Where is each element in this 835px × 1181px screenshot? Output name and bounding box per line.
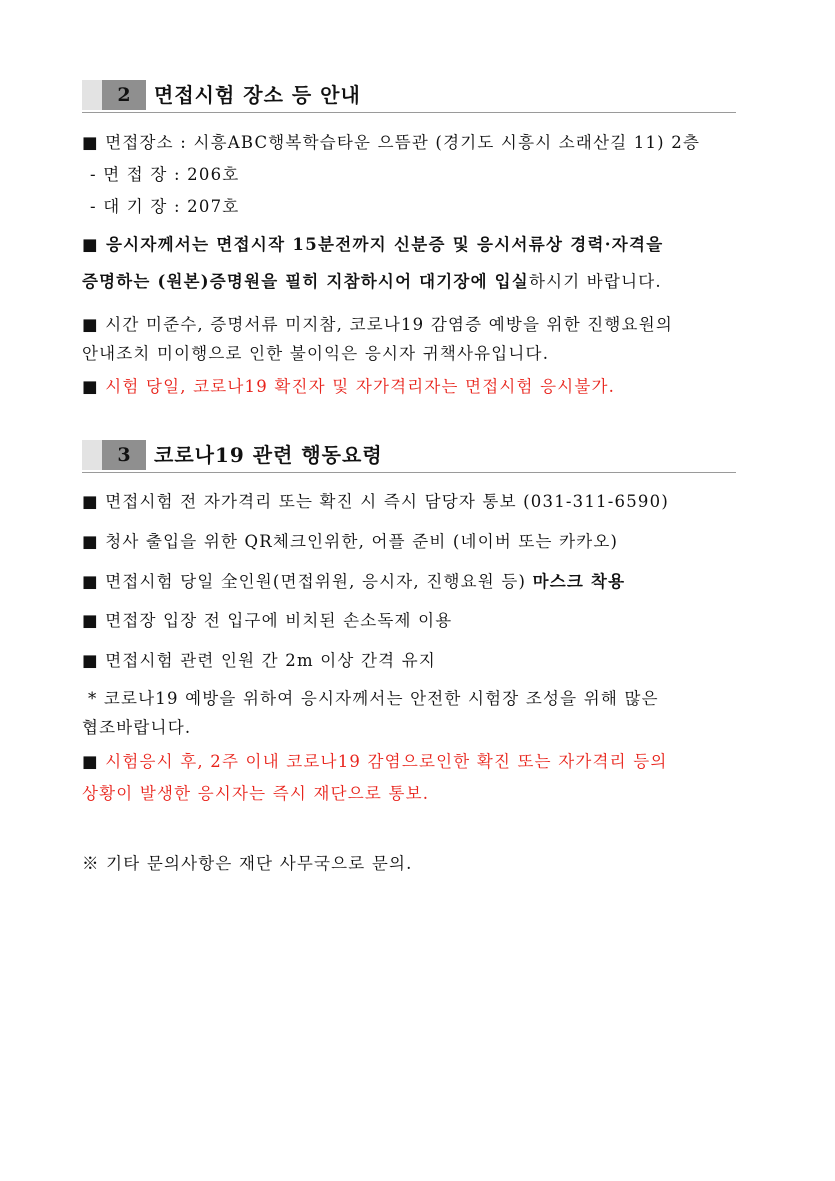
rule-mask-bold: 마스크 착용 [532, 572, 626, 591]
footer-contact-note: ※ 기타 문의사항은 재단 사무국으로 문의. [82, 854, 413, 873]
notice-id-documents-text: 응시자께서는 면접시작 15분전까지 신분증 및 응시서류상 경력·자격을 [105, 235, 664, 254]
section-number: 3 [102, 440, 146, 470]
rule-sanitizer: ■ 면접장 입장 전 입구에 비치된 손소독제 이용 [82, 611, 453, 630]
notice-liability-line2: 안내조치 미이행으로 인한 불이익은 응시자 귀책사유입니다. [82, 344, 550, 363]
section-header-accent [82, 80, 102, 110]
notice-id-documents-line2 [82, 270, 662, 294]
section-3-header [82, 440, 736, 473]
post-exam-warning-line1 [82, 750, 668, 774]
cooperation-note-line2: 협조바랍니다. [82, 718, 192, 737]
post-exam-warning-line2: 상황이 발생한 응시자는 즉시 재단으로 통보. [82, 784, 430, 803]
cooperation-note-line1: * 코로나19 예방을 위하여 응시자께서는 안전한 시험장 조성을 위해 많은 [88, 689, 659, 708]
waiting-room-line: - 대 기 장 : 207호 [90, 197, 240, 216]
notice-bold-text: 증명하는 (원본)증명원을 필히 지참하시어 대기장에 입실 [82, 272, 529, 291]
section-title: 면접시험 장소 등 안내 [154, 83, 361, 107]
section-number: 2 [102, 80, 146, 110]
rule-qr-checkin: ■ 청사 출입을 위한 QR체크인위한, 어플 준비 (네이버 또는 카카오) [82, 532, 619, 551]
notice-id-documents-line1 [82, 233, 664, 257]
rule-mask [82, 570, 625, 594]
section-2-header [82, 80, 736, 113]
venue-line: ■ 면접장소 : 시흥ABC행복학습타운 으뜸관 (경기도 시흥시 소래산길 11) 2층 [82, 133, 701, 152]
bullet-square: ■ [82, 377, 99, 396]
interview-room-line: - 면 접 장 : 206호 [90, 165, 240, 184]
rule-mask-text: ■ 면접시험 당일 全인원(면접위원, 응시자, 진행요원 등) [82, 572, 527, 591]
notice-liability-line1: ■ 시간 미준수, 증명서류 미지참, 코로나19 감염증 예방을 위한 진행요원의 [82, 315, 673, 334]
covid-exclusion-text: 시험 당일, 코로나19 확진자 및 자가격리자는 면접시험 응시불가. [105, 377, 616, 396]
rule-distance: ■ 면접시험 관련 인원 간 2m 이상 간격 유지 [82, 651, 436, 670]
notice-covid-exclusion [82, 375, 615, 399]
section-title: 코로나19 관련 행동요령 [154, 443, 383, 467]
bullet-square: ■ [82, 752, 99, 771]
notice-tail-text: 하시기 바랍니다. [528, 272, 662, 291]
rule-report-quarantine: ■ 면접시험 전 자가격리 또는 확진 시 즉시 담당자 통보 (031-311-6590) [82, 492, 669, 511]
bullet-square: ■ [82, 235, 99, 254]
section-header-accent [82, 440, 102, 470]
post-exam-warning-text: 시험응시 후, 2주 이내 코로나19 감염으로인한 확진 또는 자가격리 등의 [105, 752, 668, 771]
